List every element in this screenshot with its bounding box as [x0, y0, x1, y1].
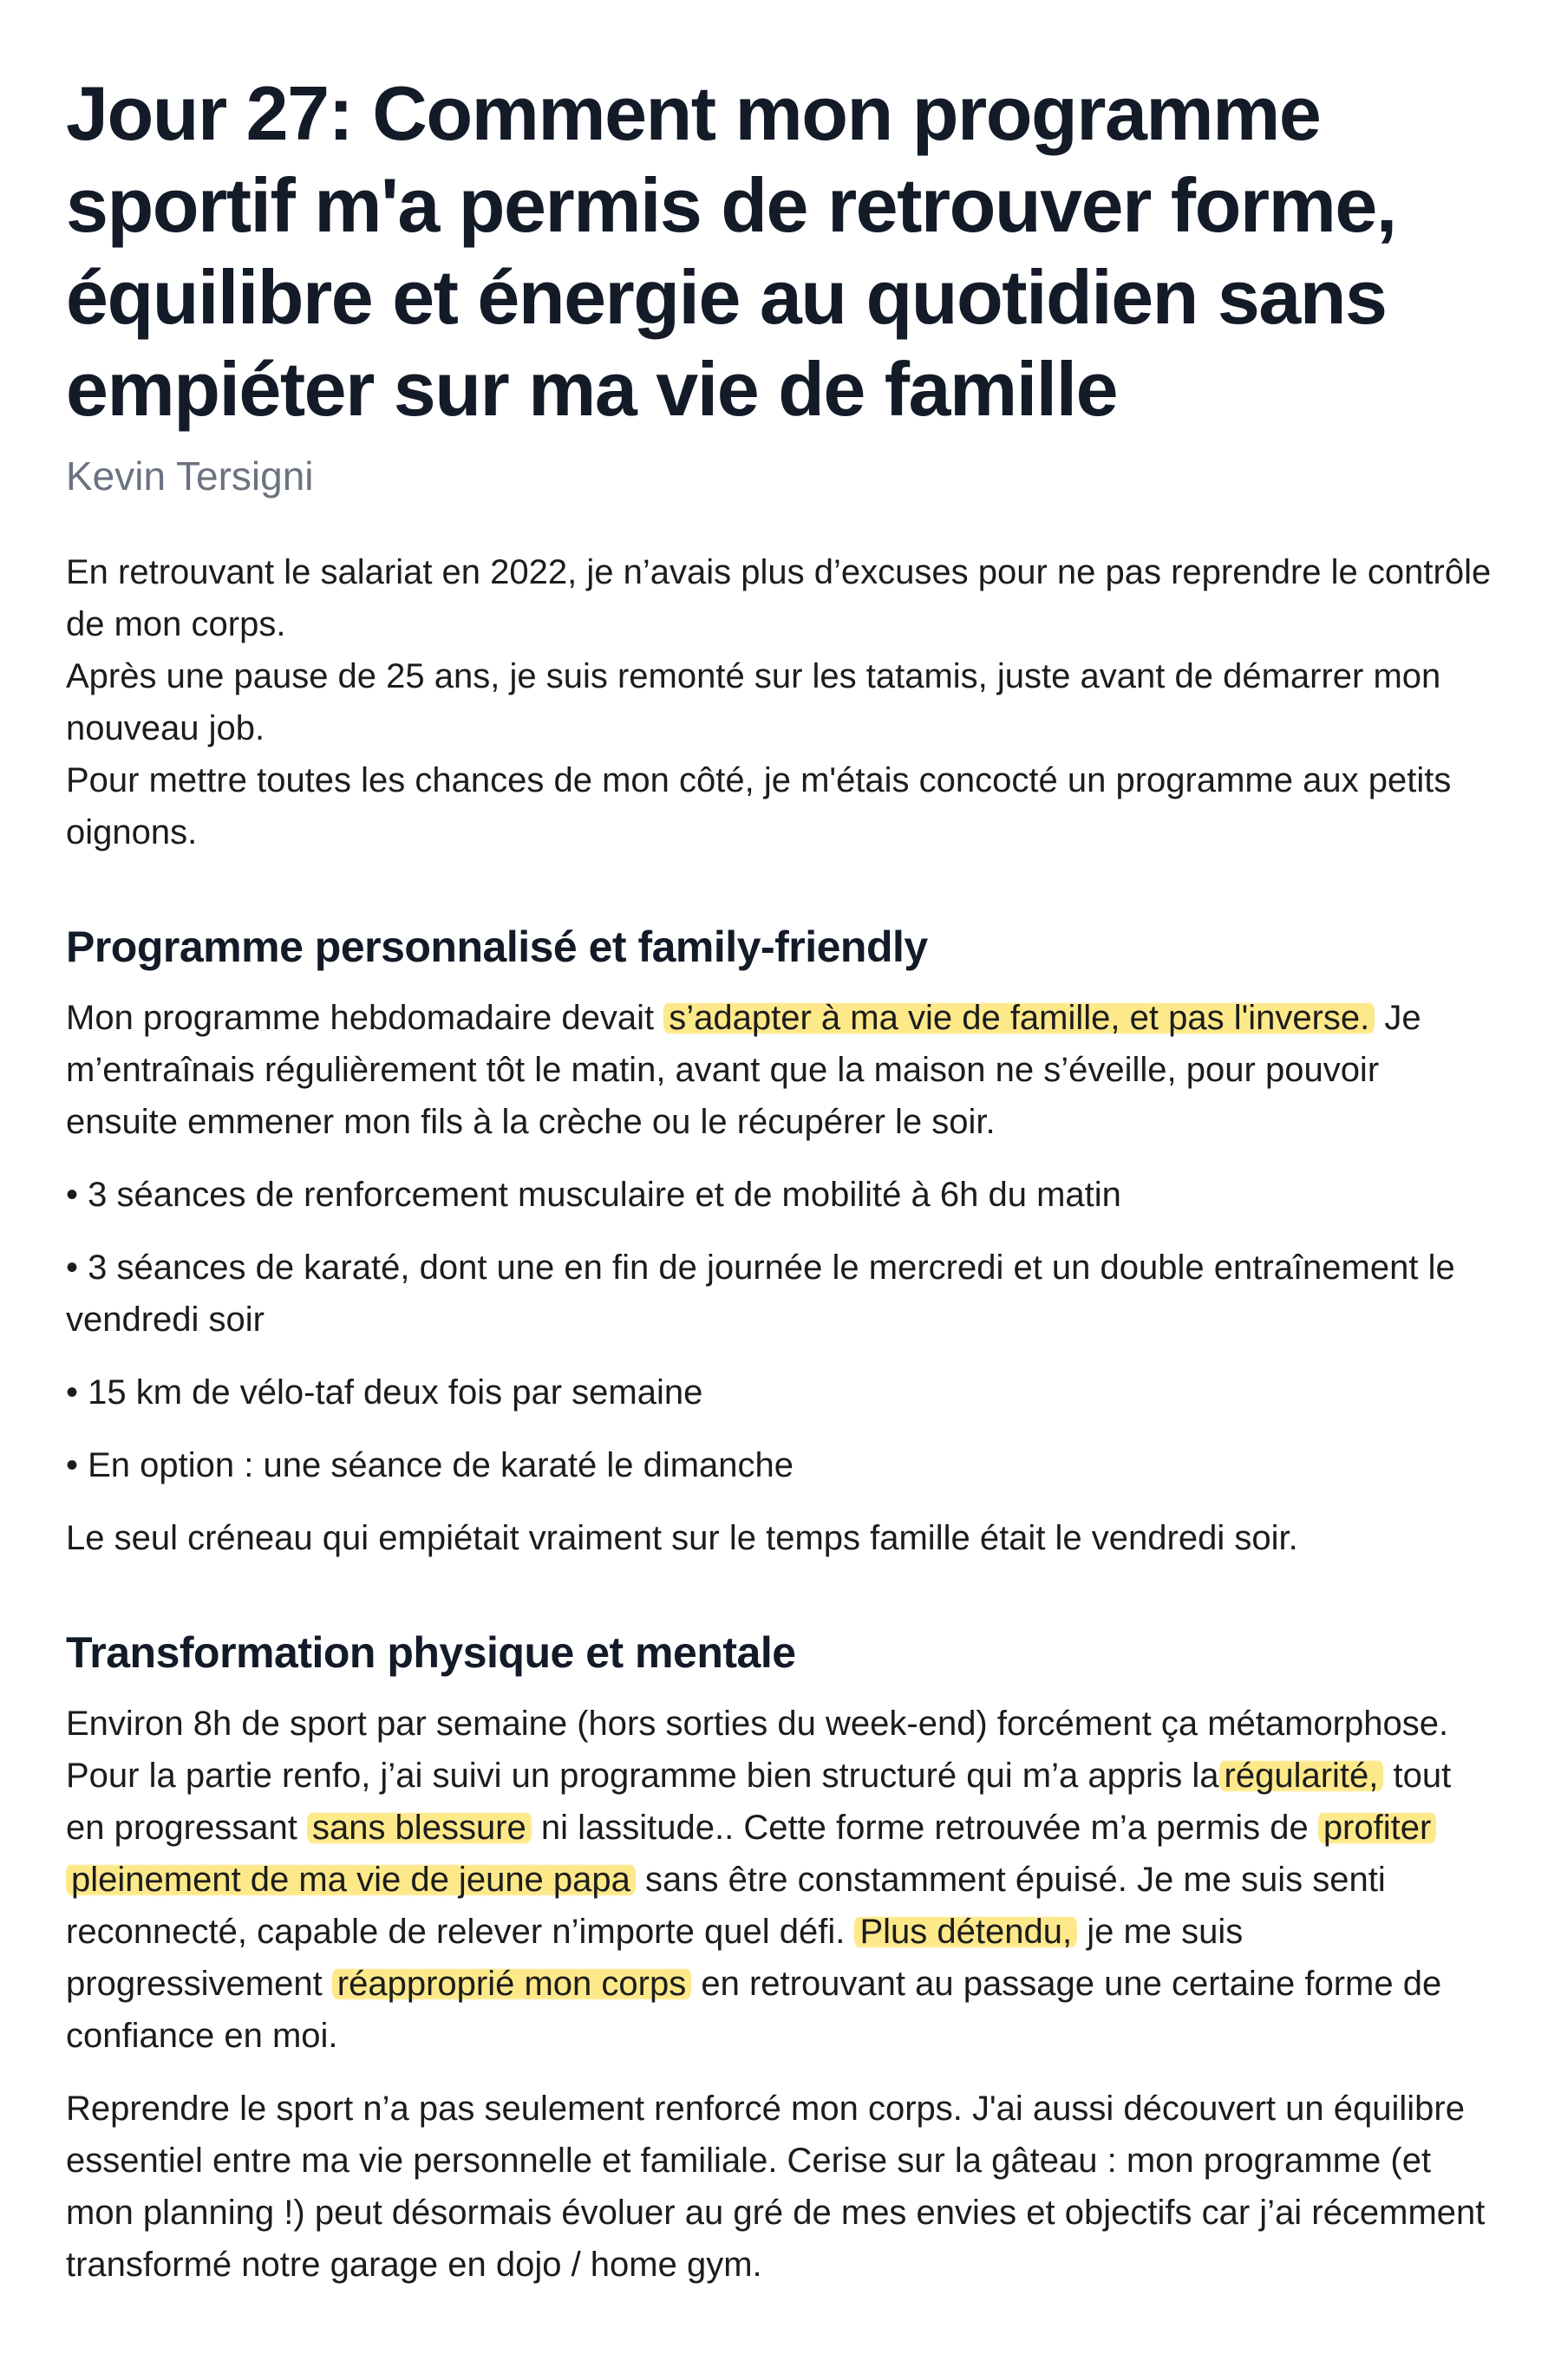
- programme-closing: Le seul créneau qui empiétait vraiment sur le temps famille était le vendredi soir.: [66, 1519, 1298, 1557]
- text-span: tout en progressant: [66, 1757, 1452, 1847]
- programme-paragraph: [66, 992, 1495, 1148]
- intro-line: Pour mettre toutes les chances de mon côté, je m'étais concocté un programme aux petits oignons.: [66, 761, 1452, 851]
- text-span: Je m’entraînais régulièrement tôt le matin, avant que la maison ne s’éveille, pour pouvoir ensuite emmener mon fils à la crèche ou le récupérer le soir.: [66, 999, 1421, 1141]
- text-span: je me suis progressivement: [66, 1913, 1244, 2003]
- highlight: régularité,: [1219, 1757, 1384, 1795]
- list-item: • 15 km de vélo-taf deux fois par semaine: [66, 1373, 703, 1412]
- intro-line: Après une pause de 25 ans, je suis remonté sur les tatamis, juste avant de démarrer mon nouveau job.: [66, 657, 1441, 747]
- highlight: Plus détendu,: [854, 1913, 1077, 1951]
- section-heading-transformation: Transformation physique et mentale: [66, 1628, 796, 1677]
- list-item: • En option : une séance de karaté le dimanche: [66, 1446, 794, 1484]
- conclusion-paragraph: Reprendre le sport n’a pas seulement renforcé mon corps. J'ai aussi découvert un équilibre essentiel entre ma vie personnelle et familiale. Cerise sur la gâteau : mon programme (et mon planning !) peut désormais évoluer au gré de mes envies et objectifs car j’ai récemment transformé notre garage en dojo / home gym.: [66, 2090, 1486, 2284]
- text-span: Environ 8h de sport par semaine (hors sorties du week-end) forcément ça métamorphose. Pour la partie renfo, j’ai suivi un programme bien structuré qui m’a appris la: [66, 1705, 1449, 1795]
- text-span: sans être constamment épuisé. Je me suis senti reconnecté, capable de relever n’importe quel défi.: [66, 1861, 1386, 1951]
- transformation-paragraph: [66, 1698, 1495, 2062]
- list-item: • 3 séances de renforcement musculaire et de mobilité à 6h du matin: [66, 1176, 1121, 1214]
- text-span: ni lassitude.. Cette forme retrouvée m’a permis de: [531, 1809, 1318, 1847]
- highlight: profiter pleinement de ma vie de jeune papa: [66, 1809, 1436, 1899]
- highlight: sans blessure: [307, 1809, 532, 1847]
- text-span: Mon programme hebdomadaire devait: [66, 999, 664, 1037]
- intro-section: [66, 546, 1495, 858]
- section-heading-programme: Programme personnalisé et family-friendly: [66, 923, 928, 971]
- programme-list: [66, 1169, 1495, 1491]
- highlight: s’adapter à ma vie de famille, et pas l'inverse.: [663, 999, 1375, 1037]
- intro-line: En retrouvant le salariat en 2022, je n’avais plus d’excuses pour ne pas reprendre le contrôle de mon corps.: [66, 553, 1492, 643]
- text-span: en retrouvant au passage une certaine forme de confiance en moi.: [66, 1965, 1442, 2055]
- article-title: Jour 27: Comment mon programme sportif m'a permis de retrouver forme, équilibre et énergie au quotidien sans empiéter sur ma vie de famille: [66, 70, 1396, 432]
- highlight: réapproprié mon corps: [332, 1965, 691, 2003]
- author-name: Kevin Tersigni: [66, 453, 314, 499]
- list-item: • 3 séances de karaté, dont une en fin de journée le mercredi et un double entraînement le vendredi soir: [66, 1249, 1455, 1339]
